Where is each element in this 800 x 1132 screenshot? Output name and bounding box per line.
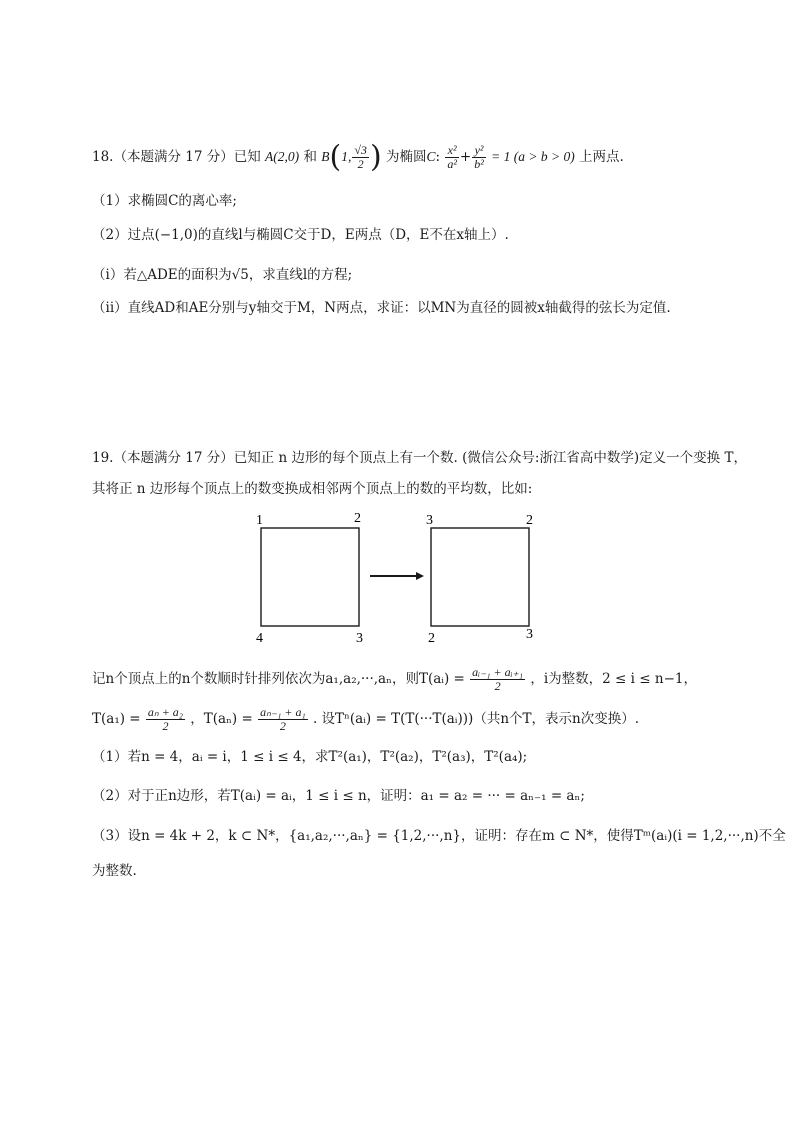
- q18-y-term: [472, 144, 486, 171]
- right-square: [431, 528, 529, 626]
- q19-part-2: （2）对于正n边形，若T(aᵢ) = aᵢ，1 ≤ i ≤ n，证明：a₁ = a₂ = ··· = aₙ₋₁ = aₙ;: [92, 788, 585, 804]
- q19-line-3-den: 2: [494, 679, 501, 693]
- q19-line-4-num-1: aₙ + a₂: [147, 705, 183, 719]
- q18-point-b-label: B: [321, 149, 330, 164]
- left-square-bottom-right-label: 3: [356, 631, 363, 645]
- left-square-top-right-label: 2: [354, 511, 361, 526]
- left-paren: (: [329, 139, 342, 175]
- q19-line-3: [92, 666, 697, 693]
- q18-part-1: （1）求椭圆C的离心率;: [92, 193, 237, 209]
- left-square: [261, 528, 359, 626]
- q19-line-4-den-1: 2: [162, 719, 169, 733]
- q19-line-4: [92, 706, 639, 733]
- q19-line-3-b: ，i为整数，2 ≤ i ≤ n−1，: [530, 671, 697, 687]
- q18-part-2ii: （ii）直线AD和AE分别与y轴交于M，N两点，求证：以MN为直径的圆被x轴截得的弦长为定值.: [92, 300, 671, 316]
- q18-is-ellipse: 为椭圆: [385, 149, 427, 165]
- q18-header: 18.（本题满分 17 分）已知: [92, 149, 261, 165]
- q19-part-3: （3）设n = 4k + 2，k ⊂ N*，{a₁,a₂,···,aₙ} = {1,2,···,n}，证明：存在m ⊂ N*，使得Tᵐ(aᵢ)(i = 1,2,···,n)不全: [92, 828, 786, 844]
- q19-line-1: 19.（本题满分 17 分）已知正 n 边形的每个顶点上有一个数. (微信公众号:浙江省高中数学)定义一个变换 T，: [92, 450, 747, 466]
- q19-line-3-fraction: [470, 666, 525, 693]
- q18-point-b-y-fraction: [352, 144, 369, 171]
- q19-line-4-a: T(a₁) =: [92, 711, 141, 727]
- q19-transform-figure: [240, 505, 560, 645]
- q18-on-points: 上两点.: [579, 149, 624, 165]
- q19-line-4-den-2: 2: [279, 719, 286, 733]
- q18-point-a: A(2,0): [265, 149, 300, 164]
- q18-and: 和: [303, 149, 317, 165]
- right-square-top-left-label: 3: [426, 513, 433, 528]
- q18-eq-tail: = 1 (a > b > 0): [491, 149, 575, 164]
- q19-line-4-fraction-1: [146, 706, 185, 733]
- q18-b2: b²: [474, 157, 484, 171]
- q19-line-4-fraction-2: [258, 706, 308, 733]
- right-square-bottom-left-label: 2: [428, 631, 435, 645]
- right-square-top-right-label: 2: [526, 513, 533, 528]
- q18-y2: y²: [472, 144, 486, 158]
- left-square-top-left-label: 1: [256, 513, 263, 528]
- q18-a2: a²: [447, 157, 457, 171]
- q18-part-2i: （i）若△ADE的面积为√5，求直线l的方程;: [92, 267, 353, 283]
- q18-ellipse-c: C: [426, 149, 436, 164]
- transform-arrow-head: [416, 572, 424, 580]
- q19-part-3-cont: 为整数.: [92, 863, 137, 879]
- q18-header-line: 18.（本题满分 17 分）已知 A(2,0) 和 B(1, $\frac{√3}{2}$ ) 为椭圆C: $\frac{\text{x²}}{\text{a²}}$ + $\frac{\text{y²}}{\text{b²}}$ = 1 (a > b > 0) 上两点.: [92, 139, 624, 175]
- q18-point-b-y-num: √3: [354, 143, 367, 157]
- q19-line-4-b: ，T(aₙ) =: [190, 711, 253, 727]
- q19-part-1: （1）若n = 4，aᵢ = i，1 ≤ i ≤ 4，求T²(a₁)，T²(a₂)，T²(a₃)，T²(a₄);: [92, 749, 528, 765]
- right-paren: ): [369, 139, 382, 175]
- q19-line-3-a: 记n个顶点上的n个数顺时针排列依次为a₁,a₂,···,aₙ，则T(aᵢ) =: [92, 671, 465, 687]
- q18-point-b-y-den: 2: [357, 157, 364, 171]
- left-square-bottom-left-label: 4: [256, 631, 263, 645]
- q18-x-term: [445, 144, 459, 171]
- q18-part-2: （2）过点(−1,0)的直线l与椭圆C交于D，E两点（D，E不在x轴上）.: [92, 227, 509, 243]
- q19-line-4-c: . 设Tⁿ(aᵢ) = T(T(···T(aᵢ)))（共n个T，表示n次变换）.: [312, 711, 640, 727]
- q19-line-3-num: aᵢ₋₁ + aᵢ₊₁: [472, 665, 524, 679]
- q19-line-2: 其将正 n 边形每个顶点上的数变换成相邻两个顶点上的数的平均数，比如:: [92, 481, 533, 497]
- q19-line-4-num-2: aₙ₋₁ + a₁: [260, 705, 306, 719]
- right-square-bottom-right-label: 3: [526, 627, 533, 642]
- q18-x2: x²: [445, 144, 459, 158]
- q18-point-b-x: 1,: [341, 149, 352, 164]
